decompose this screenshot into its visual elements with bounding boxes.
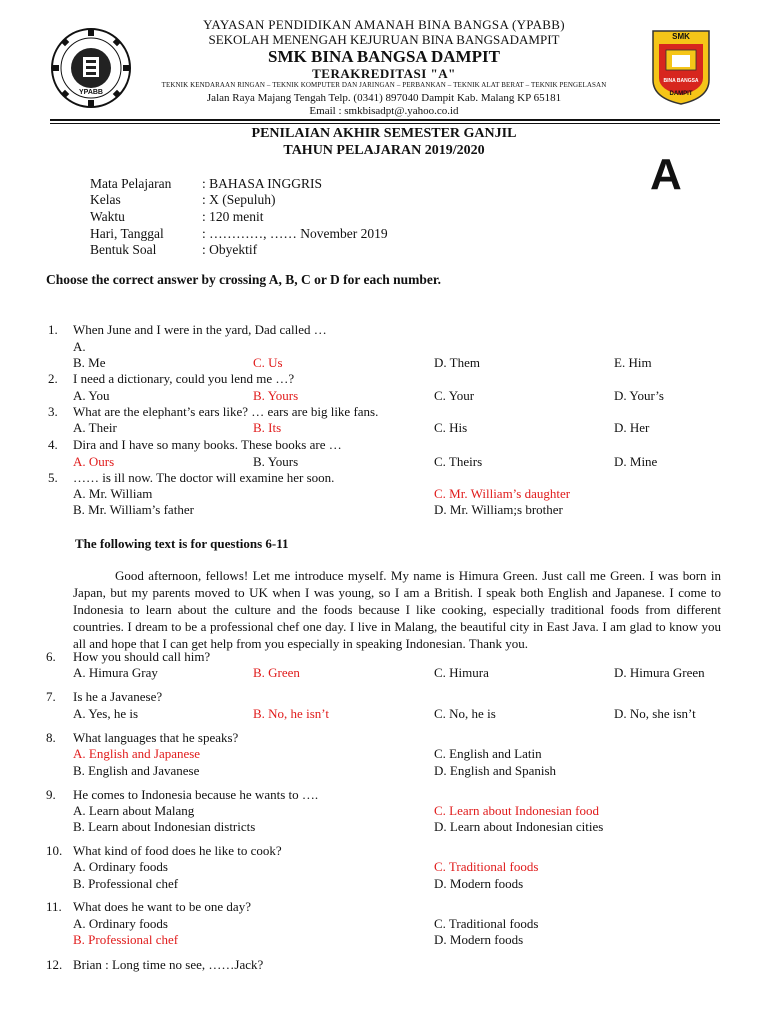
exam-version: A [650,150,682,199]
option-c: C. No, he is [434,706,496,721]
option-c: C. English and Latin [434,746,542,761]
logo-bina-bangsa-text: BINA BANGSA [663,78,699,84]
question-text: How you should call him? [73,649,211,664]
option-a-answer: A. Ours [73,454,115,469]
option-c: C. Theirs [434,454,483,469]
option-a: A. Ordinary foods [73,916,168,931]
option-b-answer: B. Professional chef [73,932,179,947]
option-b: B. Professional chef [73,876,179,891]
school-address: Jalan Raya Majang Tengah Telp. (0341) 897040 Dampit Kab. Malang KP 65181 [206,92,562,104]
question-text: He comes to Indonesia because he wants to …. [73,787,319,802]
option-a: A. Learn about Malang [73,803,195,818]
logo-dampit-text: DAMPIT [669,91,693,97]
option-e: E. Him [614,355,652,370]
question-number: 3. [48,404,58,419]
option-c-answer: C. Us [253,355,283,370]
option-c: C. Your [434,388,475,403]
option-d: D. Modern foods [434,876,524,891]
option-b: B. Yours [253,454,299,469]
question-text: I need a dictionary, could you lend me …? [73,371,295,386]
option-d: D. Modern foods [434,932,524,947]
question-text: Is he a Javanese? [73,689,163,704]
question-number: 2. [48,371,58,386]
programs-list: TEKNIK KENDARAAN RINGAN – TEKNIK KOMPUTER DAN JARINGAN – PERBANKAN – TEKNIK ALAT BERAT – TEKNIK PENGELASAN [161,81,607,89]
question-text: What kind of food does he like to cook? [73,843,282,858]
option-b-answer: B. Green [253,665,300,680]
option-b: B. English and Javanese [73,763,200,778]
info-label-time: Waktu [90,209,125,224]
school-email: Email : smkbisadpt@.yahoo.co.id [309,105,459,117]
question-text: Dira and I have so many books. These books are … [73,437,342,452]
header-divider [50,119,720,121]
option-c-answer: C. Learn about Indonesian food [434,803,599,818]
option-c-answer: C. Traditional foods [434,859,539,874]
question-number: 5. [48,470,58,485]
info-label-date: Hari, Tanggal [90,226,164,241]
option-a-answer: A. English and Japanese [73,746,201,761]
option-d: D. Her [614,420,650,435]
question-number: 10. [46,843,63,858]
question-text: What does he want to be one day? [73,899,251,914]
option-c-answer: C. Mr. William’s daughter [434,486,571,501]
question-number: 6. [46,649,56,664]
option-c: C. His [434,420,468,435]
academic-year: TAHUN PELAJARAN 2019/2020 [283,143,485,158]
question-text: What languages that he speaks? [73,730,239,745]
option-b-answer: B. No, he isn’t [253,706,329,721]
option-b: B. Learn about Indonesian districts [73,819,256,834]
option-d: D. Mine [614,454,658,469]
question-text: When June and I were in the yard, Dad called … [73,322,327,337]
info-value-type: : Obyektif [202,242,258,257]
question-number: 4. [48,437,58,452]
question-number: 11. [46,899,62,914]
option-a: A. Mr. William [73,486,153,501]
option-b: B. Me [73,355,106,370]
instruction: Choose the correct answer by crossing A, B, C or D for each number. [46,272,441,287]
option-a: A. Ordinary foods [73,859,168,874]
info-value-date: : …………, …… November 2019 [202,226,388,241]
option-b-answer: B. Yours [253,388,299,403]
ypabb-logo-text: YPABB [79,89,103,96]
option-a: A. Their [73,420,117,435]
reading-passage: Good afternoon, fellows! Let me introduce myself. My name is Himura Green. Just call me Green. I was born in Japan, but my parents moved to UK when I was young, so I am a British. I speak both English and Japanese. I come to Indonesia to learn about the culture and the foods because I like cooking, especially traditional foods from different countries. I dream to be a professional chef one day. I live in Malang, the beautiful city in East Java. I am glad to know you all and hope that I can get help from you especially in speaking Indonesian. Thank you. [73,568,721,651]
option-b: B. Mr. William’s father [73,502,194,517]
option-d: D. Himura Green [614,665,705,680]
option-d: D. Learn about Indonesian cities [434,819,604,834]
option-a: A. Yes, he is [73,706,139,721]
passage-title: The following text is for questions 6-11 [75,536,289,551]
info-value-class: : X (Sepuluh) [202,192,276,207]
question-number: 9. [46,787,56,802]
option-c: C. Himura [434,665,489,680]
exam-title: PENILAIAN AKHIR SEMESTER GANJIL [251,126,517,141]
header-divider-thin [50,123,720,124]
info-value-subject: : BAHASA INGGRIS [202,176,323,191]
info-label-subject: Mata Pelajaran [90,176,172,191]
option-a: A. Himura Gray [73,665,158,680]
info-label-class: Kelas [90,192,121,207]
question-number: 8. [46,730,56,745]
logo-smk-text: SMK [672,32,690,41]
option-d: D. English and Spanish [434,763,557,778]
option-b-answer: B. Its [253,420,282,435]
option-d: D. Them [434,355,480,370]
option-d: D. Mr. William;s brother [434,502,563,517]
option-a: A. You [73,388,110,403]
question-number: 7. [46,689,56,704]
school-full-name: SEKOLAH MENENGAH KEJURUAN BINA BANGSADAMPIT [208,32,560,47]
accreditation: TERAKREDITASI "A" [312,66,456,81]
question-text: What are the elephant’s ears like? … ears are big like fans. [73,404,379,419]
foundation-name: YAYASAN PENDIDIKAN AMANAH BINA BANGSA (YPABB) [203,17,565,32]
info-value-time: : 120 menit [202,209,264,224]
option-c: C. Traditional foods [434,916,539,931]
question-number: 1. [48,322,58,337]
school-name: SMK BINA BANGSA DAMPIT [268,47,500,66]
option-a: A. [73,339,86,354]
option-d: D. No, she isn’t [614,706,696,721]
info-label-type: Bentuk Soal [90,242,157,257]
question-text: Brian : Long time no see, ……Jack? [73,957,264,972]
question-number: 12. [46,957,63,972]
question-text: …… is ill now. The doctor will examine her soon. [73,470,335,485]
option-d: D. Your’s [614,388,664,403]
